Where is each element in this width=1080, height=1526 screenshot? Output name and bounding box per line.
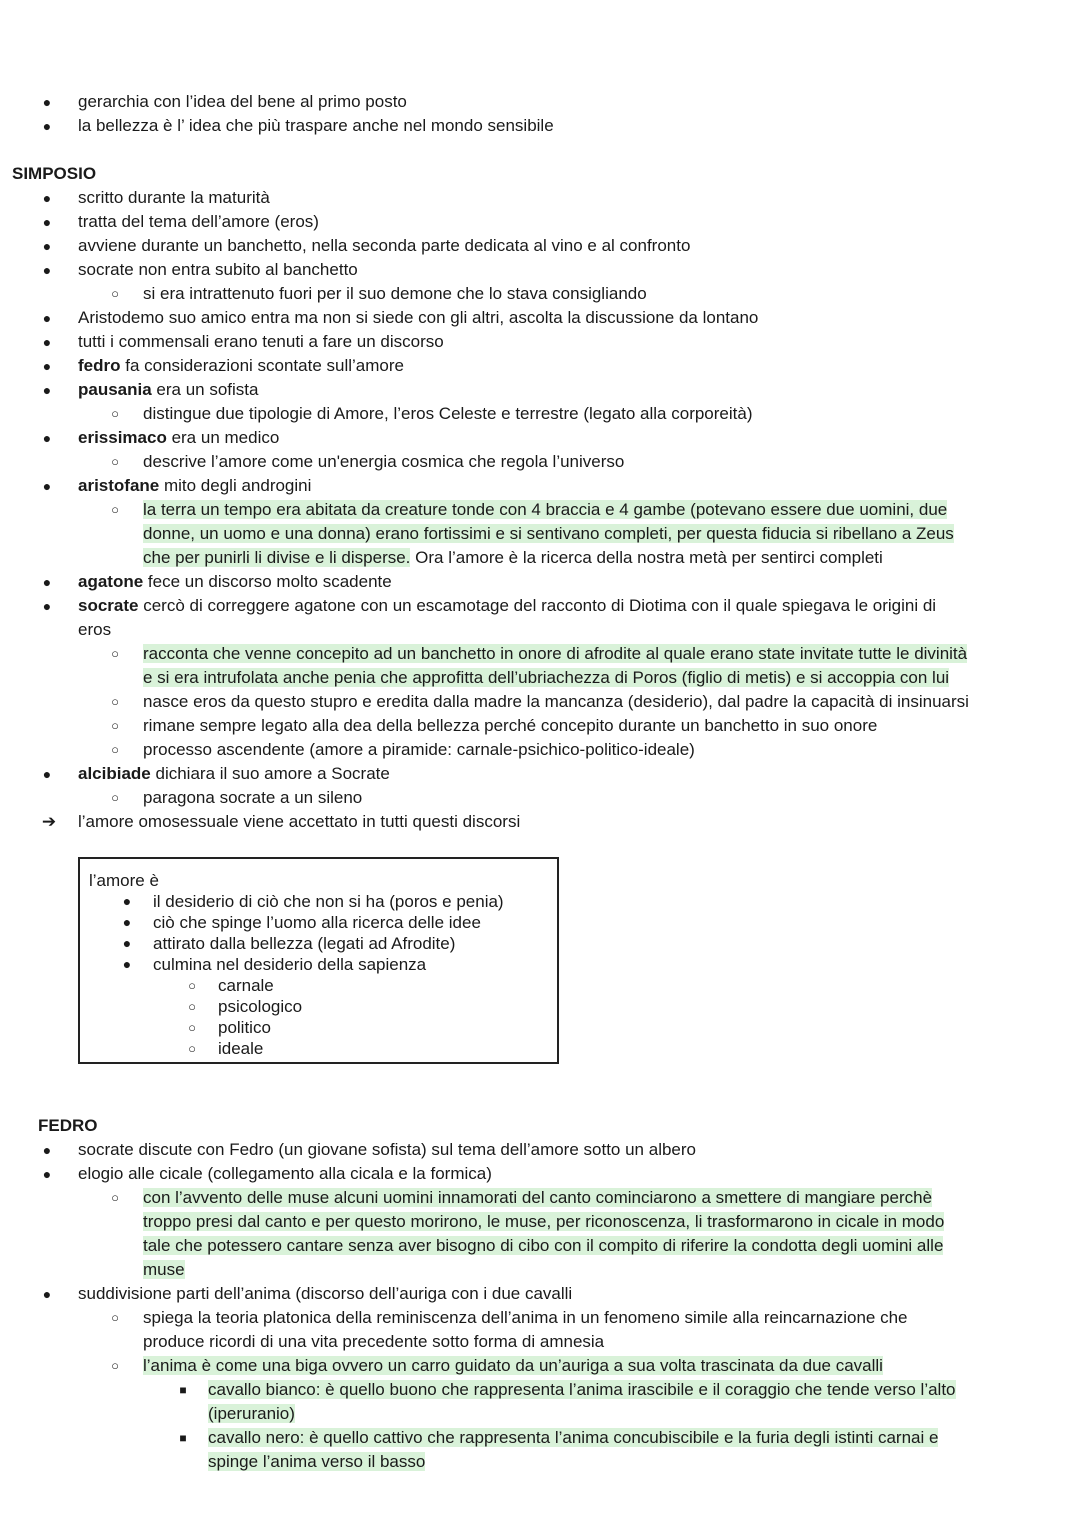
sub-sub-list-item	[208, 1426, 938, 1450]
sub-list-item-continued: produce ricordi di una vita precedente sotto forma di amnesia	[143, 1332, 605, 1351]
highlighted-text: cavallo bianco: è quello buono che rappresenta l’anima irascibile e il coraggio che tende verso l’alto	[208, 1380, 956, 1399]
sub-list-item	[143, 1186, 932, 1210]
highlighted-text: tale che potessero cantare senza aver bisogno di cibo con il compito di riferire la condotta degli uomini alle	[143, 1236, 944, 1255]
bullet-icon: ●	[42, 262, 52, 278]
box-item: il desiderio di ciò che non si ha (poros e penia)	[153, 892, 504, 911]
speaker-name: erissimaco	[78, 428, 167, 447]
highlighted-text: spinge l’anima verso il basso	[208, 1452, 426, 1471]
bullet-icon: ●	[122, 935, 132, 951]
bullet-icon: ●	[42, 118, 52, 134]
sub-sub-list-item	[208, 1378, 956, 1402]
sub-list-item-continued	[143, 666, 949, 690]
list-item-continued: eros	[78, 620, 112, 639]
bullet-icon: ●	[42, 478, 52, 494]
box-item: culmina nel desiderio della sapienza	[153, 955, 427, 974]
bullet-icon: ●	[42, 1286, 52, 1302]
sub-list-item: distingue due tipologie di Amore, l’eros Celeste e terrestre (legato alla corporeità)	[143, 404, 753, 423]
highlighted-text: che per punirli li divise e li disperse.	[143, 548, 411, 567]
circle-bullet-icon: ○	[111, 646, 119, 661]
box-item: ciò che spinge l’uomo alla ricerca delle idee	[153, 913, 481, 932]
bullet-icon: ●	[122, 893, 132, 909]
arrow-icon: ➔	[41, 812, 57, 831]
section-title-simposio: SIMPOSIO	[12, 164, 97, 183]
circle-bullet-icon: ○	[111, 1190, 119, 1205]
list-item-text: dichiara il suo amore a Socrate	[150, 764, 390, 783]
bullet-icon: ●	[42, 310, 52, 326]
highlighted-text: racconta che venne concepito ad un banchetto in onore di afrodite al quale erano state invitate tutte le divinità	[143, 644, 968, 663]
circle-bullet-icon: ○	[111, 1310, 119, 1325]
sub-list-item	[143, 498, 947, 522]
list-item: scritto durante la maturità	[78, 188, 270, 207]
sub-list-item: spiega la teoria platonica della reminiscenza dell’anima in un fenomeno simile alla reincarnazione che	[143, 1308, 908, 1327]
sub-list-item: paragona socrate a un sileno	[143, 788, 363, 807]
box-sub-item: psicologico	[218, 997, 303, 1016]
sub-list-item	[143, 642, 967, 666]
circle-bullet-icon: ○	[111, 1358, 119, 1373]
bullet-icon: ●	[42, 430, 52, 446]
sub-sub-list-item-continued	[208, 1450, 425, 1474]
box-sub-item: politico	[218, 1018, 271, 1037]
highlighted-text: muse	[143, 1260, 185, 1279]
list-item-text: fece un discorso molto scadente	[143, 572, 392, 591]
list-item: tutti i commensali erano tenuti a fare un discorso	[78, 332, 444, 351]
bullet-icon: ●	[122, 914, 132, 930]
circle-bullet-icon: ○	[111, 286, 119, 301]
speaker-name: fedro	[78, 356, 121, 375]
list-item	[78, 594, 936, 618]
list-item: elogio alle cicale (collegamento alla cicala e la formica)	[78, 1164, 492, 1183]
bullet-icon: ●	[42, 334, 52, 350]
circle-bullet-icon: ○	[111, 742, 119, 757]
speaker-name: socrate	[78, 596, 139, 615]
speaker-name: agatone	[78, 572, 144, 591]
circle-bullet-icon: ○	[111, 694, 119, 709]
circle-bullet-icon: ○	[188, 1041, 196, 1056]
sub-list-item-continued	[143, 1258, 185, 1282]
list-item: suddivisione parti dell’anima (discorso dell’auriga con i due cavalli	[78, 1284, 573, 1303]
circle-bullet-icon: ○	[111, 790, 119, 805]
bullet-icon: ●	[42, 358, 52, 374]
highlighted-text: con l’avvento delle muse alcuni uomini innamorati del canto cominciarono a smettere di mangiare perchè	[143, 1188, 933, 1207]
highlighted-text: troppo presi dal canto e per questo morirono, le muse, per riconoscenza, li trasformarono in cicale in modo	[143, 1212, 945, 1231]
box-title: l’amore è	[89, 871, 159, 890]
list-item	[78, 426, 279, 450]
list-item: Aristodemo suo amico entra ma non si siede con gli altri, ascolta la discussione da lontano	[78, 308, 759, 327]
highlighted-text: cavallo nero: è quello cattivo che rappresenta l’anima concubiscibile e la furia degli istinti carnai e	[208, 1428, 939, 1447]
highlighted-text: l’anima è come una biga ovvero un carro guidato da un’auriga a sua volta trascinata da due cavalli	[143, 1356, 883, 1375]
section-title-fedro: FEDRO	[38, 1116, 98, 1135]
bullet-icon: ●	[42, 598, 52, 614]
box-sub-item: ideale	[218, 1039, 264, 1058]
list-item: socrate non entra subito al banchetto	[78, 260, 358, 279]
conclusion-item: l’amore omosessuale viene accettato in tutti questi discorsi	[78, 812, 521, 831]
list-item	[78, 570, 392, 594]
list-item: la bellezza è l’ idea che più traspare anche nel mondo sensibile	[78, 116, 554, 135]
list-item	[78, 474, 311, 498]
list-item: avviene durante un banchetto, nella seconda parte dedicata al vino e al confronto	[78, 236, 691, 255]
speaker-name: aristofane	[78, 476, 160, 495]
sub-list-item: si era intrattenuto fuori per il suo demone che lo stava consigliando	[143, 284, 647, 303]
highlighted-text: (iperuranio)	[208, 1404, 295, 1423]
sub-list-item	[143, 1354, 883, 1378]
speaker-name: alcibiade	[78, 764, 151, 783]
box-sub-item: carnale	[218, 976, 274, 995]
circle-bullet-icon: ○	[188, 978, 196, 993]
square-bullet-icon: ■	[179, 1431, 187, 1445]
list-item-text: era un sofista	[151, 380, 259, 399]
list-item-text: era un medico	[166, 428, 280, 447]
list-item: socrate discute con Fedro (un giovane sofista) sul tema dell’amore sotto un albero	[78, 1140, 696, 1159]
list-item-text: fa considerazioni scontate sull’amore	[120, 356, 404, 375]
bullet-icon: ●	[122, 956, 132, 972]
list-item-text: mito degli androgini	[159, 476, 312, 495]
bullet-icon: ●	[42, 382, 52, 398]
highlighted-text: donne, un uomo e una donna) erano fortissimi e si sentivano completi, per questa fiducia si ribellano a Zeus	[143, 524, 954, 543]
circle-bullet-icon: ○	[111, 502, 119, 517]
sub-list-item: descrive l’amore come un'energia cosmica che regola l’universo	[143, 452, 625, 471]
sub-list-item-continued	[143, 522, 954, 546]
bullet-icon: ●	[42, 766, 52, 782]
list-item: gerarchia con l’idea del bene al primo posto	[78, 92, 407, 111]
circle-bullet-icon: ○	[111, 718, 119, 733]
bullet-icon: ●	[42, 214, 52, 230]
bullet-icon: ●	[42, 94, 52, 110]
bullet-icon: ●	[42, 238, 52, 254]
bullet-icon: ●	[42, 1166, 52, 1182]
box-item: attirato dalla bellezza (legati ad Afrodite)	[153, 934, 456, 953]
list-item: tratta del tema dell’amore (eros)	[78, 212, 319, 231]
highlighted-text: e si era intrufolata anche penia che approfitta dell’ubriachezza di Poros (figlio di metis) e si accoppia con lui	[143, 668, 950, 687]
list-item-text: Ora l’amore è la ricerca della nostra metà per sentirci completi	[410, 548, 883, 567]
highlighted-text: la terra un tempo era abitata da creature tonde con 4 braccia e 4 gambe (potevano essere due uomini, due	[143, 500, 948, 519]
sub-list-item: rimane sempre legato alla dea della bellezza perché concepito durante un banchetto in suo onore	[143, 716, 878, 735]
sub-list-item-continued	[143, 546, 883, 570]
sub-list-item-continued	[143, 1210, 944, 1234]
circle-bullet-icon: ○	[188, 999, 196, 1014]
circle-bullet-icon: ○	[111, 454, 119, 469]
sub-sub-list-item-continued	[208, 1402, 295, 1426]
sub-list-item-continued	[143, 1234, 943, 1258]
list-item	[78, 378, 258, 402]
bullet-icon: ●	[42, 1142, 52, 1158]
square-bullet-icon: ■	[179, 1383, 187, 1397]
list-item	[78, 354, 404, 378]
list-item-text: cercò di correggere agatone con un escamotage del racconto di Diotima con il quale spiegava le origini di	[138, 596, 937, 615]
summary-box	[78, 857, 559, 1064]
bullet-icon: ●	[42, 190, 52, 206]
bullet-icon: ●	[42, 574, 52, 590]
list-item	[78, 762, 390, 786]
circle-bullet-icon: ○	[188, 1020, 196, 1035]
sub-list-item: nasce eros da questo stupro e eredita dalla madre la mancanza (desiderio), dal padre la capacità di insinuarsi	[143, 692, 969, 711]
circle-bullet-icon: ○	[111, 406, 119, 421]
sub-list-item: processo ascendente (amore a piramide: carnale-psichico-politico-ideale)	[143, 740, 695, 759]
speaker-name: pausania	[78, 380, 152, 399]
